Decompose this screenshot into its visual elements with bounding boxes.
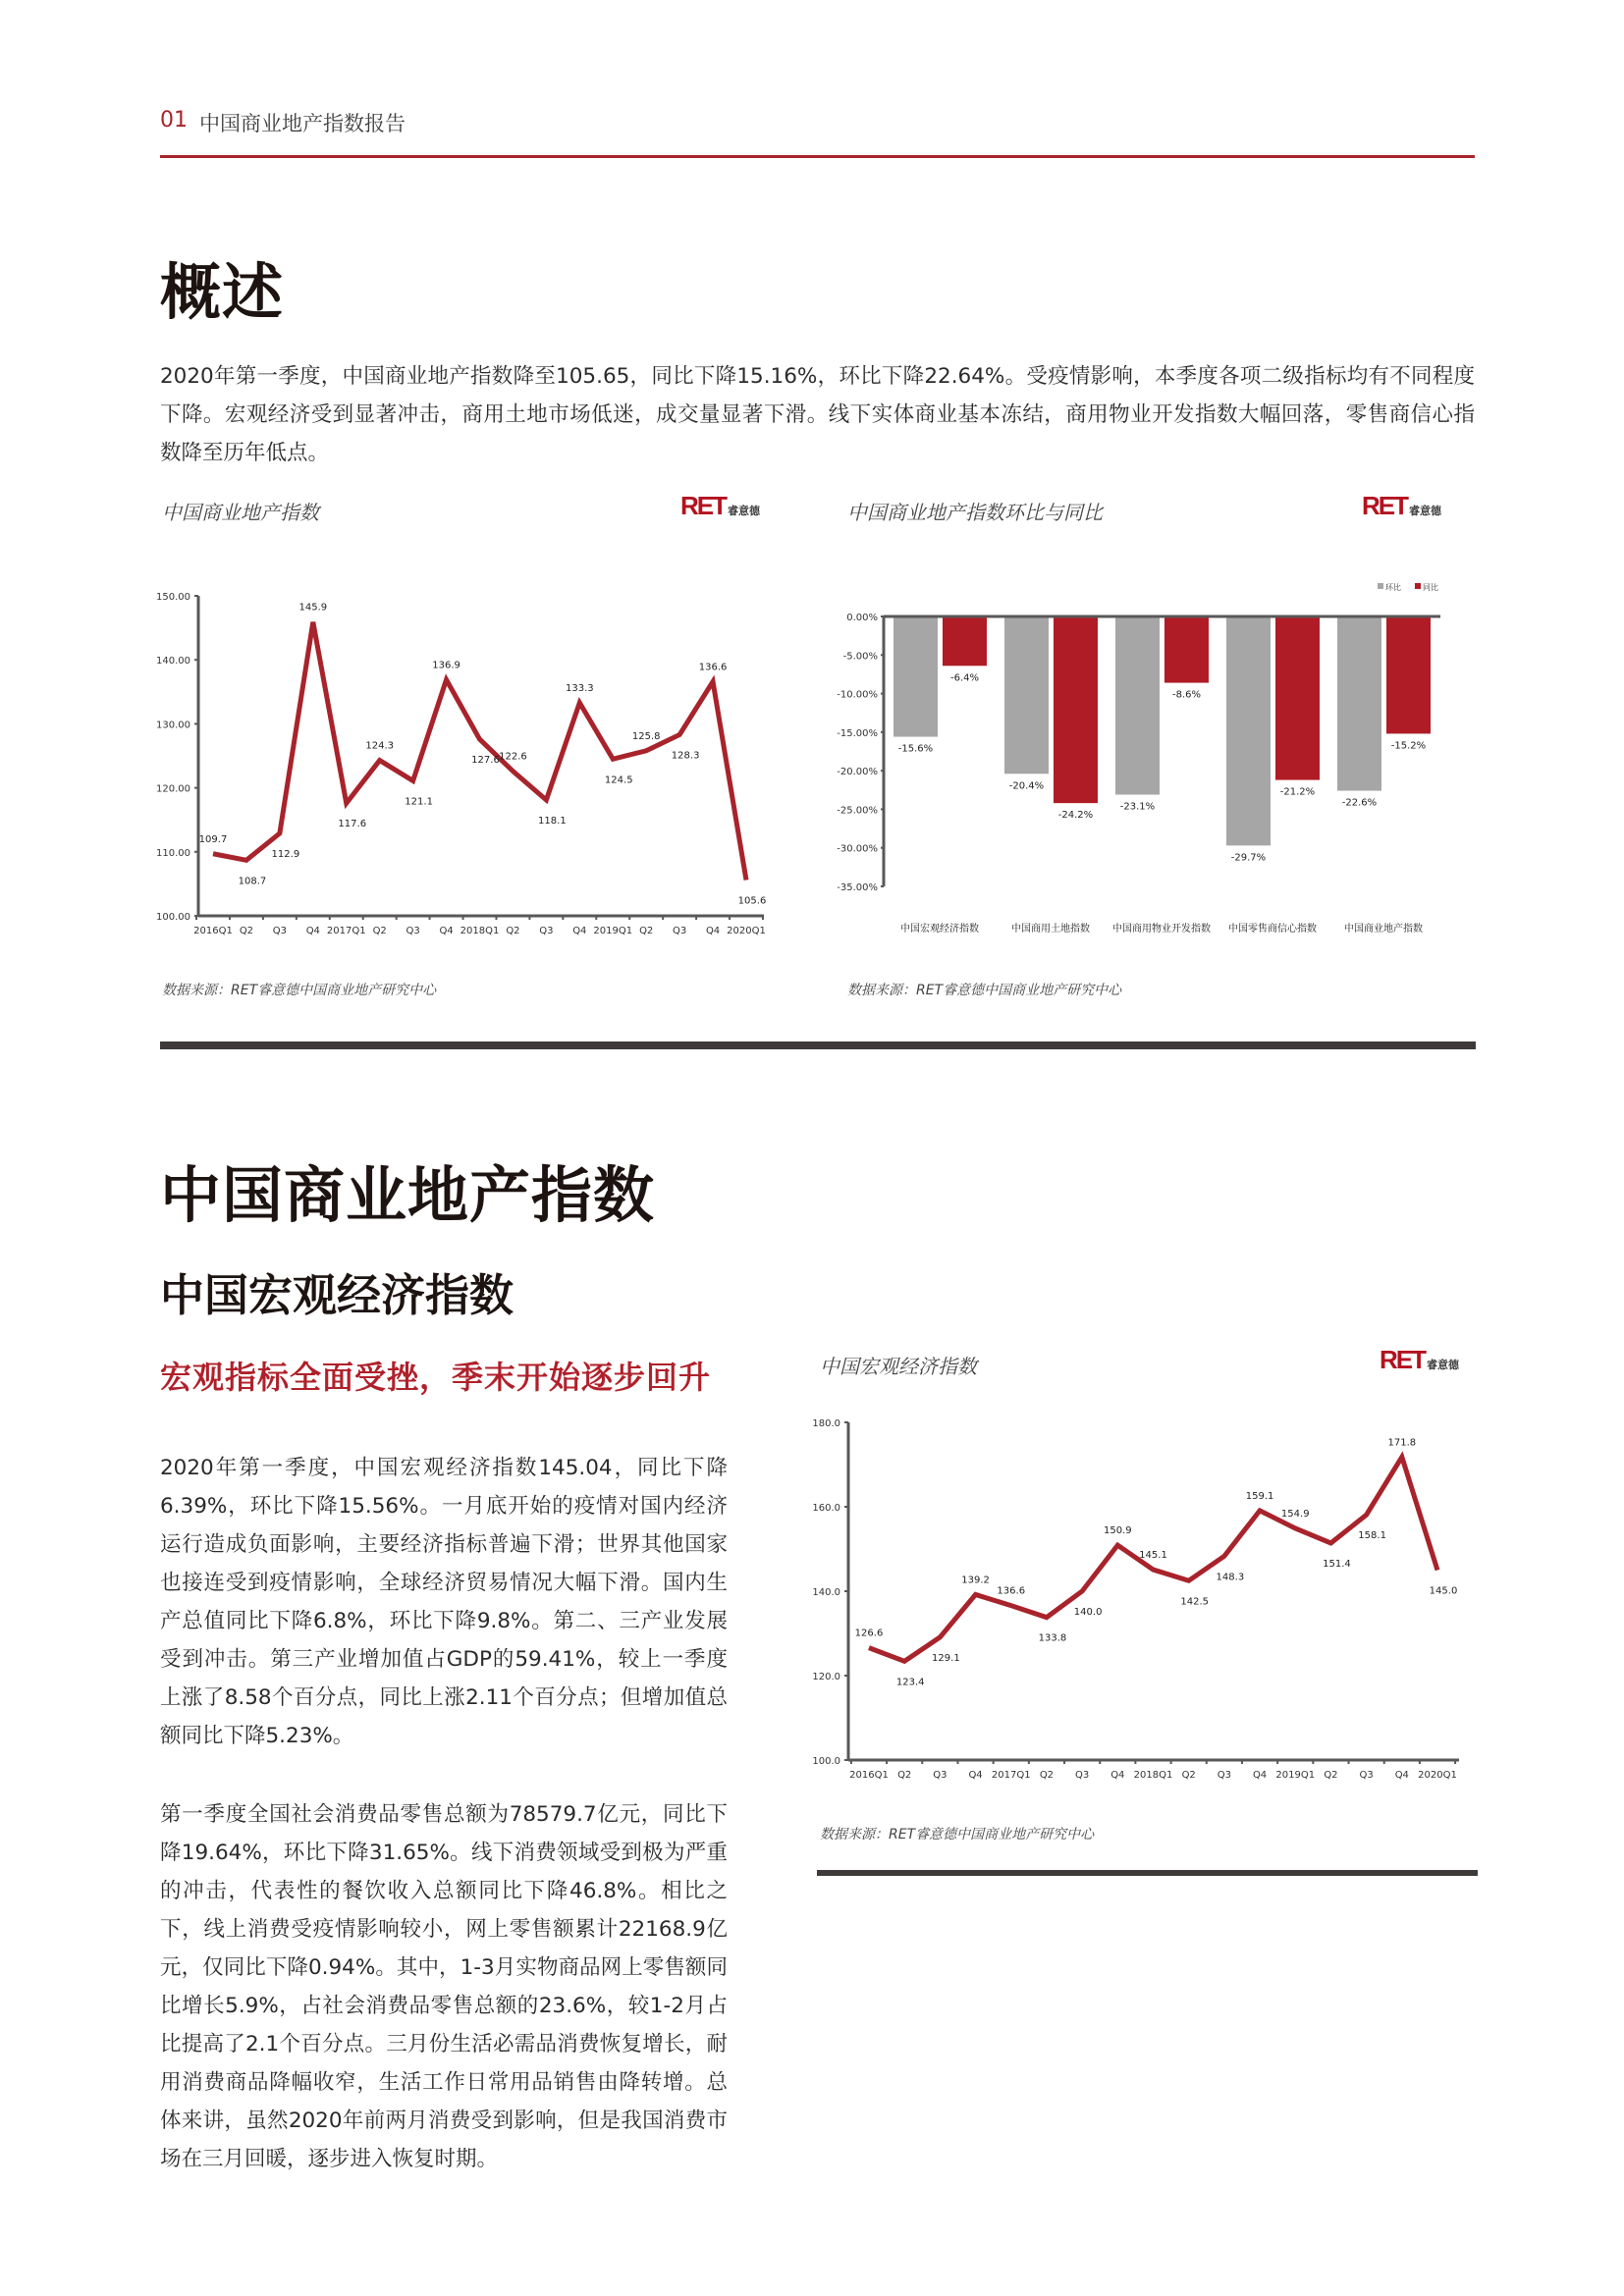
chart1-x-tick-label: 2017Q1 xyxy=(326,926,366,936)
chart3-data-label: 158.1 xyxy=(1358,1530,1386,1542)
chart3-x-tick-label: Q2 xyxy=(1181,1770,1196,1781)
chart2-bar-qoq xyxy=(1226,616,1271,845)
chart3-data-label: 171.8 xyxy=(1387,1437,1417,1449)
paragraph-line: 下，线上消费受疫情影响较小，网上零售额累计22168.9亿 xyxy=(160,1917,728,1942)
paragraph-line: 体来讲，虽然2020年前两月消费受到影响，但是我国消费市 xyxy=(160,2109,728,2133)
chart3-x-tick-label: Q4 xyxy=(968,1770,983,1781)
paragraph-line: 降19.64%，环比下降31.65%。线下消费领域受到极为严重 xyxy=(160,1841,728,1865)
chart1-data-label: 117.6 xyxy=(338,819,367,830)
paragraph-line: 也接连受到疫情影响，全球经济贸易情况大幅下滑。国内生 xyxy=(160,1571,728,1595)
chart2-y-tick-label: -20.00% xyxy=(837,767,878,778)
chart3-data-label: 142.5 xyxy=(1180,1596,1210,1608)
paragraph-line: 数降至历年低点。 xyxy=(160,441,330,465)
chart3-data-label: 133.8 xyxy=(1038,1632,1067,1644)
chart1-x-tick-label: Q2 xyxy=(506,926,520,936)
logo-brand-cn: 睿意德 xyxy=(728,505,760,517)
paragraph-line: 6.39%，环比下降15.56%。一月底开始的疫情对国内经济 xyxy=(160,1494,728,1519)
chart2-data-label: -24.2% xyxy=(1057,810,1094,822)
chart3-data-label: 140.0 xyxy=(1073,1607,1103,1618)
chart1-data-label: 112.9 xyxy=(271,848,300,860)
chart2-y-tick-label: 0.00% xyxy=(846,613,878,623)
chart2-y-tick-label: -15.00% xyxy=(837,727,878,739)
chart2-y-tick-label: -30.00% xyxy=(837,843,878,855)
chart3-data-label: 145.1 xyxy=(1139,1550,1167,1562)
chart3-x-tick-label: Q2 xyxy=(1324,1770,1338,1781)
subsection-heading: 中国宏观经济指数 xyxy=(160,1269,514,1321)
chart3-y-tick-label: 180.0 xyxy=(812,1418,840,1429)
logo-brand: RET xyxy=(1380,1345,1425,1374)
chart1-x-tick-label: 2020Q1 xyxy=(727,926,766,936)
chart2-data-label: -23.1% xyxy=(1119,801,1156,813)
chart2-bar-qoq xyxy=(1337,616,1381,791)
chart2-bar-yoy xyxy=(1164,616,1209,683)
chart2-data-label: -22.6% xyxy=(1341,797,1378,809)
paragraph-line: 用消费商品降幅收窄，生活工作日常用品销售由降转增。总 xyxy=(160,2070,728,2095)
section-heading: 中国商业地产指数 xyxy=(160,1159,656,1231)
chart1-data-label: 136.6 xyxy=(698,662,728,673)
logo-brand-cn: 睿意德 xyxy=(1427,1359,1459,1371)
chart2-bar-yoy xyxy=(1386,616,1431,733)
chart3-data-label: 139.2 xyxy=(961,1575,990,1586)
chart3-x-tick-label: 2019Q1 xyxy=(1275,1770,1316,1781)
chart1-x-tick-label: Q3 xyxy=(406,926,420,936)
chart2-data-label: -6.4% xyxy=(949,672,980,684)
chart3-data-label: 148.3 xyxy=(1216,1572,1245,1583)
chart3-title: 中国宏观经济指数 xyxy=(820,1355,977,1378)
paragraph-line: 下降。宏观经济受到显著冲击，商用土地市场低迷，成交量显著下滑。线下实体商业基本冻结，商用物业开发指数大幅回落，零售商信心指 xyxy=(160,402,1475,427)
chart3-data-label: 123.4 xyxy=(895,1677,925,1688)
chart1-data-label: 121.1 xyxy=(405,796,433,808)
chart2-category-label: 中国零售商信心指数 xyxy=(1228,924,1317,934)
chart1-data-label: 127.6 xyxy=(471,755,500,767)
chart3-data-label: 154.9 xyxy=(1280,1508,1310,1520)
chart2-y-tick-label: -25.00% xyxy=(837,805,878,817)
chart2-bar-yoy xyxy=(1054,616,1098,803)
chart3-x-tick-label: Q4 xyxy=(1252,1770,1268,1781)
chart2-data-label: -29.7% xyxy=(1230,852,1267,864)
chart2-legend-swatch xyxy=(1378,583,1383,589)
chart2-bar-qoq xyxy=(1115,616,1160,795)
chart2-data-label: -21.2% xyxy=(1279,786,1316,798)
chart1-data-label: 124.3 xyxy=(365,740,395,752)
chart2-category-label: 中国商用物业开发指数 xyxy=(1112,924,1211,934)
chart2-y-tick-label: -35.00% xyxy=(837,882,878,893)
chart1-data-label: 118.1 xyxy=(538,815,567,827)
chart1-data-label: 133.3 xyxy=(565,682,594,694)
chart3-x-tick-label: Q3 xyxy=(933,1770,947,1781)
paragraph-line: 上涨了8.58个百分点，同比上涨2.11个百分点；但增加值总 xyxy=(160,1685,728,1710)
chart2-data-label: -8.6% xyxy=(1171,689,1202,701)
chart3-data-label: 159.1 xyxy=(1245,1490,1274,1502)
chart1-data-label: 122.6 xyxy=(499,751,527,763)
chart1-x-tick-label: 2019Q1 xyxy=(593,926,633,936)
chart1-y-tick-label: 110.00 xyxy=(156,847,190,859)
chart3-x-tick-label: Q4 xyxy=(1394,1770,1409,1781)
chart3-data-label: 126.6 xyxy=(854,1628,884,1639)
paragraph-line: 2020年第一季度，中国商业地产指数降至105.65，同比下降15.16%，环比下降22.64%。受疫情影响，本季度各项二级指标均有不同程度 xyxy=(160,364,1475,389)
chart3-x-tick-label: Q3 xyxy=(1075,1770,1090,1781)
chart2-y-tick-label: -5.00% xyxy=(842,651,878,663)
paragraph-line: 运行造成负面影响，主要经济指标普遍下滑；世界其他国家 xyxy=(160,1532,728,1557)
chart2-bar-yoy xyxy=(943,616,987,666)
chart3-x-tick-label: Q2 xyxy=(897,1770,912,1781)
chart1-y-tick-label: 120.00 xyxy=(156,783,190,795)
chart1-x-tick-label: Q4 xyxy=(439,926,454,936)
chart2-bar-qoq xyxy=(1004,616,1049,774)
chart3-data-label: 145.0 xyxy=(1429,1585,1458,1597)
chart1-data-label: 125.8 xyxy=(631,730,661,742)
chart1-y-tick-label: 150.00 xyxy=(156,592,190,603)
chart1-data-label: 124.5 xyxy=(604,774,633,786)
chart2-legend-label: 同比 xyxy=(1423,583,1438,592)
paragraph-line: 的冲击，代表性的餐饮收入总额同比下降46.8%。相比之 xyxy=(160,1879,728,1903)
chart1-data-label: 136.9 xyxy=(432,660,460,671)
chart3-x-tick-label: Q3 xyxy=(1217,1770,1231,1781)
chart2-category-label: 中国商业地产指数 xyxy=(1344,924,1423,934)
chart2-y-tick-label: -10.00% xyxy=(837,689,878,701)
report-title: 中国商业地产指数报告 xyxy=(199,112,406,135)
chart3-x-tick-label: 2020Q1 xyxy=(1418,1770,1457,1781)
chart1-x-tick-label: 2016Q1 xyxy=(193,926,233,936)
chart2-data-label: -15.2% xyxy=(1390,740,1427,752)
chart1-x-tick-label: Q3 xyxy=(673,926,687,936)
chart3-x-tick-label: Q2 xyxy=(1039,1770,1055,1781)
chart1-x-tick-label: Q4 xyxy=(705,926,721,936)
chart3-data-label: 136.6 xyxy=(997,1585,1026,1597)
chart2-category-label: 中国商用土地指数 xyxy=(1011,924,1090,934)
chart1-data-label: 145.9 xyxy=(298,602,328,614)
chart1-y-tick-label: 140.00 xyxy=(156,656,190,667)
chart1-x-tick-label: Q3 xyxy=(539,926,554,936)
chart2-source: 数据来源：RET睿意德中国商业地产研究中心 xyxy=(847,983,1122,998)
chart1-x-tick-label: Q2 xyxy=(372,926,387,936)
chart1-x-tick-label: Q3 xyxy=(272,926,287,936)
chart2-legend-label: 环比 xyxy=(1385,583,1401,592)
chart1-y-tick-label: 100.00 xyxy=(156,912,190,923)
chart2-legend-swatch xyxy=(1415,583,1421,589)
chart1-x-tick-label: 2018Q1 xyxy=(460,926,500,936)
chart1-data-label: 108.7 xyxy=(238,876,267,887)
chart3-y-tick-label: 160.0 xyxy=(812,1503,840,1514)
chart3-data-label: 151.4 xyxy=(1323,1558,1351,1570)
logo-brand: RET xyxy=(680,491,726,520)
headline: 宏观指标全面受挫，季末开始逐步回升 xyxy=(160,1359,712,1396)
chart3-source: 数据来源：RET睿意德中国商业地产研究中心 xyxy=(820,1827,1095,1842)
paragraph-line: 第一季度全国社会消费品零售总额为78579.7亿元，同比下 xyxy=(160,1802,728,1827)
paragraph-line: 受到冲击。第三产业增加值占GDP的59.41%，较上一季度 xyxy=(160,1647,728,1672)
chart1-x-tick-label: Q4 xyxy=(572,926,587,936)
chart2-bar-yoy xyxy=(1275,616,1320,780)
paragraph-line: 场在三月回暖，逐步进入恢复时期。 xyxy=(160,2147,499,2171)
logo-brand-cn: 睿意德 xyxy=(1409,505,1441,517)
chart1-series-line xyxy=(213,622,746,881)
chart2-category-label: 中国宏观经济指数 xyxy=(900,924,979,934)
chart1-x-tick-label: Q2 xyxy=(639,926,654,936)
overview-heading: 概述 xyxy=(160,256,285,328)
chart3-data-label: 129.1 xyxy=(932,1652,960,1664)
paragraph-line: 2020年第一季度，中国宏观经济指数145.04，同比下降 xyxy=(160,1456,728,1480)
chart2-title: 中国商业地产指数环比与同比 xyxy=(847,501,1103,524)
paragraph-line: 产总值同比下降6.8%，环比下降9.8%。第二、三产业发展 xyxy=(160,1609,728,1633)
chart2-bar-qoq xyxy=(893,616,938,737)
paragraph-line: 比增长5.9%，占社会消费品零售总额的23.6%，较1-2月占 xyxy=(160,1994,728,2018)
chart1-data-label: 109.7 xyxy=(198,833,228,845)
paragraph-line: 额同比下降5.23%。 xyxy=(160,1724,354,1748)
chart3-x-tick-label: 2017Q1 xyxy=(991,1770,1031,1781)
chart3-y-tick-label: 120.0 xyxy=(812,1672,840,1682)
chart3-x-tick-label: Q4 xyxy=(1110,1770,1125,1781)
chart3-x-tick-label: 2016Q1 xyxy=(849,1770,889,1781)
chart1-x-tick-label: Q2 xyxy=(239,926,254,936)
chart1-data-label: 128.3 xyxy=(671,750,700,762)
chart3-x-tick-label: Q3 xyxy=(1359,1770,1374,1781)
chart3-x-tick-label: 2018Q1 xyxy=(1133,1770,1173,1781)
chart3-y-tick-label: 140.0 xyxy=(812,1587,840,1598)
chart1-y-tick-label: 130.00 xyxy=(156,720,190,731)
chart1-x-tick-label: Q4 xyxy=(305,926,320,936)
logo-brand: RET xyxy=(1362,491,1407,520)
chart2-data-label: -20.4% xyxy=(1008,780,1045,792)
chart1-source: 数据来源：RET睿意德中国商业地产研究中心 xyxy=(162,983,437,998)
chart2-data-label: -15.6% xyxy=(897,743,934,755)
chart3-y-tick-label: 100.0 xyxy=(812,1756,840,1767)
paragraph-line: 比提高了2.1个百分点。三月份生活必需品消费恢复增长，耐 xyxy=(160,2032,728,2056)
chart1-title: 中国商业地产指数 xyxy=(162,501,319,524)
chart3-data-label: 150.9 xyxy=(1103,1525,1132,1537)
section-number: 01 xyxy=(160,108,188,133)
chart1-data-label: 105.6 xyxy=(737,895,767,907)
paragraph-line: 元，仅同比下降0.94%。其中，1-3月实物商品网上零售额同 xyxy=(160,1955,728,1980)
